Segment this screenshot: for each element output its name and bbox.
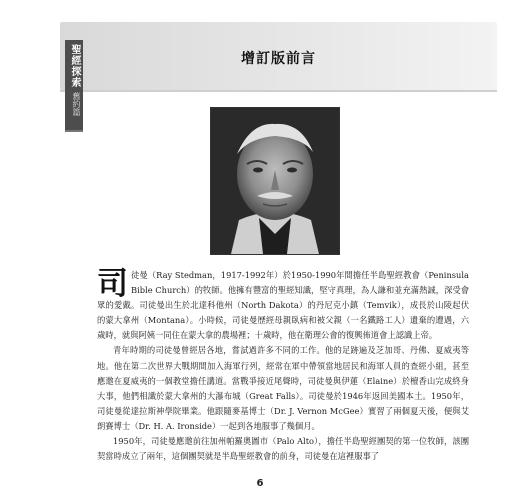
paragraph-3: 1950年，司徒曼應邀前往加州帕羅奧圖市（Palo Alto），擔任半島聖經團契的第一位牧師，該團契當時成立了兩年，這個團契就是半島聖經教會的前身，司徒曼在這裡服事了 — [97, 436, 469, 462]
author-portrait-photo — [210, 107, 340, 255]
header-band-shadow — [60, 90, 497, 92]
chapter-title: 增訂版前言 — [241, 51, 316, 67]
side-tab-book-title: 聖經探索 — [69, 44, 80, 88]
page-number: 6 — [256, 478, 264, 489]
portrait-illustration — [211, 108, 339, 254]
side-tab-divider — [65, 130, 83, 132]
side-tab-section: 舊約篇 — [72, 92, 81, 116]
paragraph-1 — [97, 268, 469, 343]
preface-body — [97, 268, 469, 464]
paragraph-1-text: 徒曼（Ray Stedman，1917-1992年）於1950-1990年間擔任半島聖經教會（Peninsula Bible Church）的牧師。他擁有豐富的聖經知識，堅守真理，為人謙和並充滿熱誠，深受會眾的愛戴。司徒曼出生於北達科他州（North Dakota）的丹尼克小鎮（Temvik），成長於山陵起伏的蒙大拿州（Montana）。小時候，司徒曼歷經母親臥病和被父親（一名鐵路工人）遺棄的遭遇，六歲時，就與阿姨一同住在蒙大拿的農場裡；十歲時，他在衛理公會的復興佈道會上認識上帝。 — [97, 270, 469, 341]
paragraph-2: 青年時期的司徒曼曾經居各地，嘗試過許多不同的工作。他的足跡遍及芝加哥、丹佛、夏威夷等地。他在第二次世界大戰期間加入海軍行列，經常在軍中帶領當地居民和海軍人員的查經小組，甚至應邀在夏威夷的一個教堂擔任講道。當戰爭接近尾聲時，司徒曼與伊蓮（Elaine）於檀香山完成終身大事，他們相識於蒙大拿州的大瀑布城（Great Falls）。司徒曼於1946年返回美國本土。1950年，司徒曼從達拉斯神學院畢業。他跟隨麥基博士（Dr. J. Vernon McGee）實習了兩個夏天後，便與艾朗賽博士（Dr. H. A. Ironside）一起到各地服事了幾個月。 — [97, 345, 469, 431]
drop-cap: 司 — [97, 266, 128, 302]
